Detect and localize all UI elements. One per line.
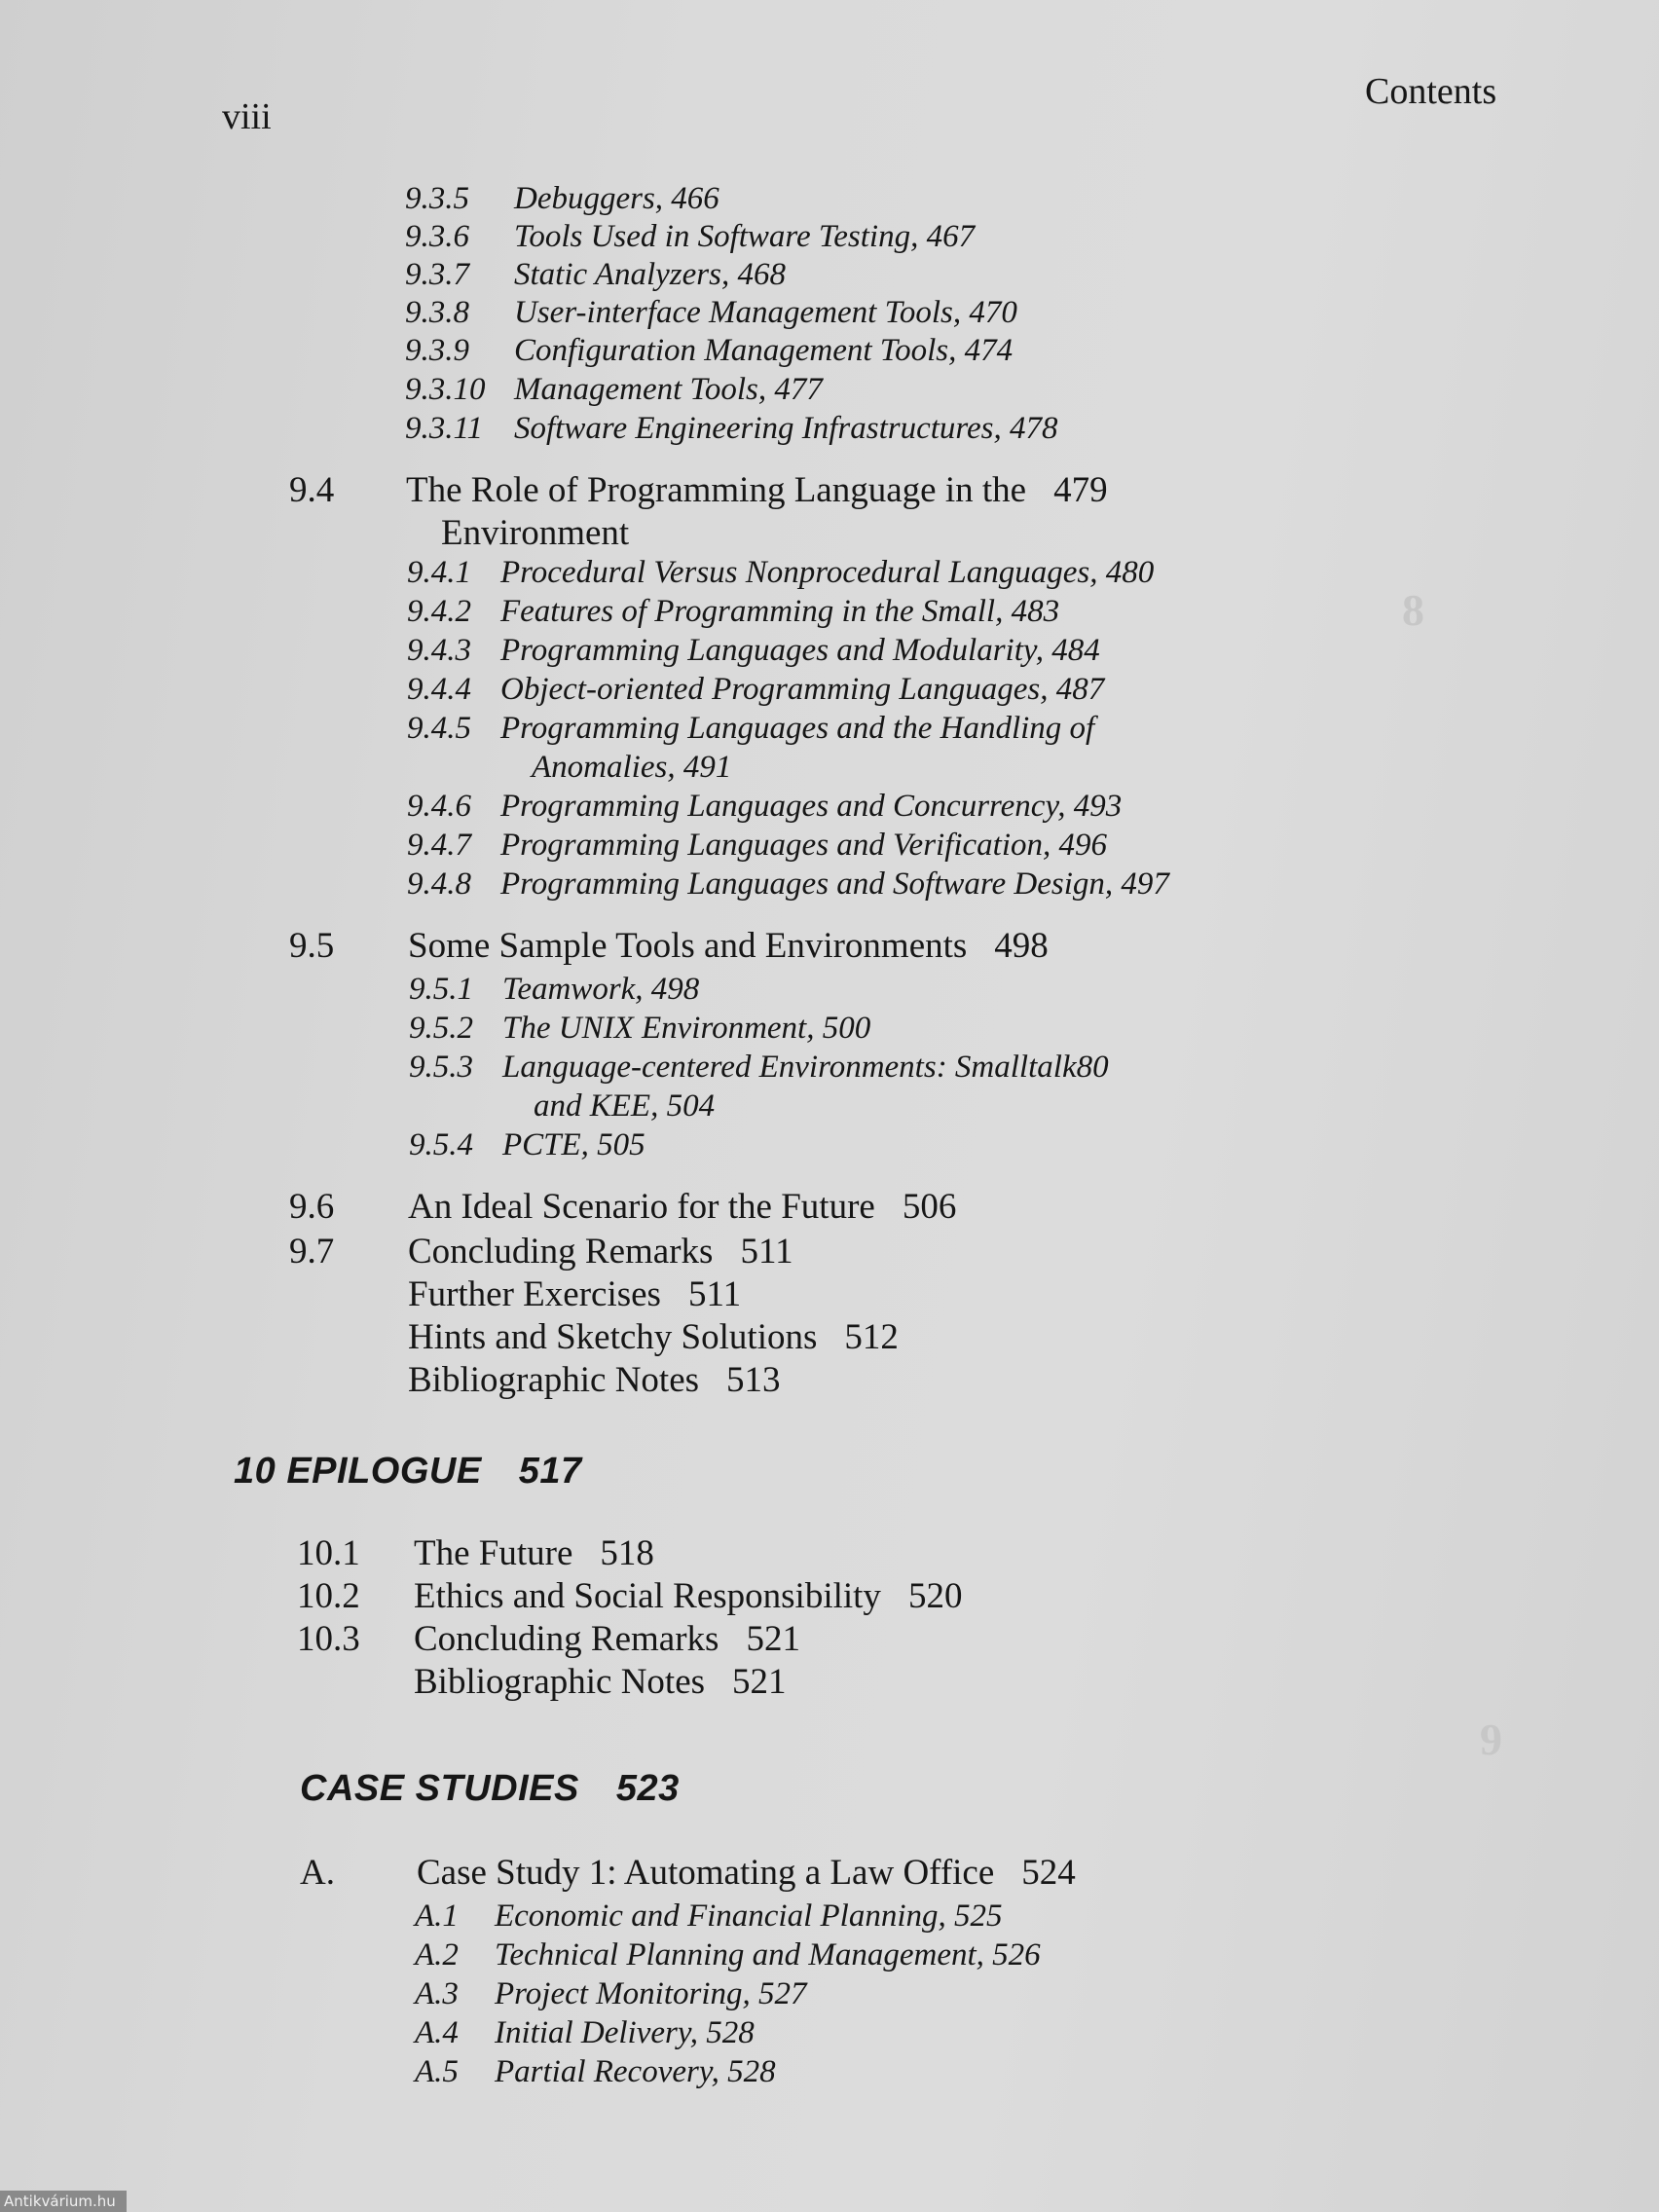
toc-title: Technical Planning and Management, 526	[495, 1937, 1041, 1972]
toc-number: A.3	[415, 1976, 459, 2011]
toc-number: A.5	[415, 2054, 459, 2089]
toc-title-line	[408, 1316, 899, 1358]
chapter-heading	[234, 1451, 582, 1493]
toc-title: Economic and Financial Planning, 525	[495, 1899, 1003, 1934]
toc-page: 479	[1053, 470, 1108, 510]
toc-number: 10.3	[297, 1619, 360, 1659]
toc-number: A.4	[415, 2015, 459, 2050]
toc-page: 521	[746, 1619, 800, 1659]
toc-page: 506	[902, 1187, 957, 1227]
toc-title-line	[408, 1359, 781, 1401]
toc-title-line	[408, 1231, 793, 1272]
toc-page: 520	[907, 1576, 963, 1616]
toc-title: Further Exercises	[408, 1274, 661, 1314]
toc-page: 511	[687, 1274, 742, 1314]
toc-number: 9.3.10	[405, 372, 486, 407]
toc-title: Programming Languages and Concurrency, 493	[500, 789, 1123, 824]
toc-title-line	[408, 925, 1049, 967]
toc-title-line	[414, 1575, 962, 1617]
page-folio: viii	[222, 96, 272, 137]
toc-title: Management Tools, 477	[514, 372, 823, 407]
toc-page: 524	[1021, 1853, 1076, 1893]
toc-title: Project Monitoring, 527	[495, 1976, 807, 2011]
toc-number: 9.7	[289, 1232, 335, 1272]
toc-title: Procedural Versus Nonprocedural Languages, 480	[500, 555, 1155, 590]
toc-title-line	[414, 1661, 787, 1703]
toc-title: Some Sample Tools and Environments	[408, 926, 968, 966]
toc-number: 9.3.6	[405, 219, 469, 254]
toc-number: 9.6	[289, 1187, 335, 1227]
chapter-page: 523	[615, 1768, 680, 1809]
toc-title-continued: and KEE, 504	[534, 1088, 716, 1124]
toc-title-line	[414, 1618, 800, 1660]
toc-number: 9.4.4	[407, 672, 471, 707]
toc-page: 512	[844, 1317, 899, 1357]
chapter-title: 10 EPILOGUE	[234, 1451, 482, 1492]
running-title: Contents	[1365, 71, 1497, 112]
toc-number: 9.5	[289, 926, 335, 966]
toc-number: A.	[300, 1853, 335, 1893]
toc-title: User-interface Management Tools, 470	[514, 295, 1017, 330]
toc-title: Bibliographic Notes	[408, 1360, 700, 1400]
toc-page: 521	[732, 1662, 787, 1702]
toc-number: 9.5.3	[409, 1050, 473, 1085]
toc-title: Programming Languages and Modularity, 484	[500, 633, 1100, 668]
toc-number: 9.3.9	[405, 333, 469, 368]
toc-title: Features of Programming in the Small, 483	[500, 594, 1060, 629]
toc-number: 9.3.11	[405, 411, 484, 446]
toc-number: 9.4.3	[407, 633, 471, 668]
toc-title: Programming Languages and Software Design, 497	[500, 866, 1169, 902]
toc-title: Programming Languages and the Handling of	[500, 711, 1095, 746]
toc-title: Language-centered Environments: Smalltalk80	[502, 1050, 1109, 1085]
toc-title: Concluding Remarks	[408, 1232, 714, 1272]
toc-title-line	[417, 1852, 1076, 1894]
toc-number: 10.2	[297, 1576, 360, 1616]
bleed-through-mark: 8	[1402, 585, 1424, 635]
toc-title: The Future	[414, 1533, 573, 1573]
chapter-page: 517	[518, 1451, 582, 1492]
toc-title: Case Study 1: Automating a Law Office	[417, 1853, 995, 1893]
toc-number: A.2	[415, 1937, 459, 1972]
toc-title: Tools Used in Software Testing, 467	[514, 219, 976, 254]
toc-title: An Ideal Scenario for the Future	[408, 1187, 875, 1227]
toc-number: 9.3.8	[405, 295, 469, 330]
toc-number: 9.4.6	[407, 789, 471, 824]
toc-number: 9.4	[289, 470, 335, 510]
toc-number: 9.3.5	[405, 181, 469, 216]
toc-number: 9.4.7	[407, 828, 471, 863]
toc-title: The UNIX Environment, 500	[502, 1011, 871, 1046]
bleed-through-mark: 9	[1480, 1714, 1502, 1764]
toc-title: Concluding Remarks	[414, 1619, 719, 1659]
toc-title-continued: Environment	[441, 513, 630, 553]
chapter-title: CASE STUDIES	[300, 1768, 579, 1809]
toc-number: 9.3.7	[405, 257, 469, 292]
toc-page: 513	[726, 1360, 781, 1400]
toc-title: Bibliographic Notes	[414, 1662, 706, 1702]
toc-title: Object-oriented Programming Languages, 487	[500, 672, 1105, 707]
toc-title: Teamwork, 498	[502, 972, 700, 1007]
toc-title-line	[406, 469, 1108, 511]
toc-title: Software Engineering Infrastructures, 478	[514, 411, 1058, 446]
toc-number: 10.1	[297, 1533, 360, 1573]
toc-page: 498	[994, 926, 1049, 966]
toc-title: Ethics and Social Responsibility	[414, 1576, 881, 1616]
toc-number: 9.4.5	[407, 711, 471, 746]
watermark-label: Antikvárium.hu	[0, 2191, 127, 2212]
toc-title: PCTE, 505	[502, 1127, 645, 1162]
toc-title: Initial Delivery, 528	[495, 2015, 755, 2050]
toc-title-line	[408, 1186, 956, 1228]
toc-number: 9.4.1	[407, 555, 471, 590]
chapter-heading	[300, 1768, 680, 1810]
toc-number: 9.5.4	[409, 1127, 473, 1162]
toc-title: Configuration Management Tools, 474	[514, 333, 1014, 368]
toc-title: Hints and Sketchy Solutions	[408, 1317, 818, 1357]
toc-number: 9.5.2	[409, 1011, 473, 1046]
toc-number: 9.4.8	[407, 866, 471, 902]
toc-page: 518	[600, 1533, 654, 1573]
toc-number: 9.4.2	[407, 594, 471, 629]
toc-title-continued: Anomalies, 491	[532, 750, 732, 785]
toc-page: 511	[740, 1232, 793, 1272]
toc-title-line	[408, 1273, 741, 1315]
toc-title: The Role of Programming Language in the	[406, 470, 1027, 510]
toc-number: A.1	[415, 1899, 459, 1934]
toc-title: Partial Recovery, 528	[495, 2054, 776, 2089]
toc-title-line	[414, 1532, 654, 1574]
toc-title: Programming Languages and Verification, 496	[500, 828, 1108, 863]
toc-title: Debuggers, 466	[514, 181, 719, 216]
toc-number: 9.5.1	[409, 972, 473, 1007]
toc-title: Static Analyzers, 468	[514, 257, 786, 292]
